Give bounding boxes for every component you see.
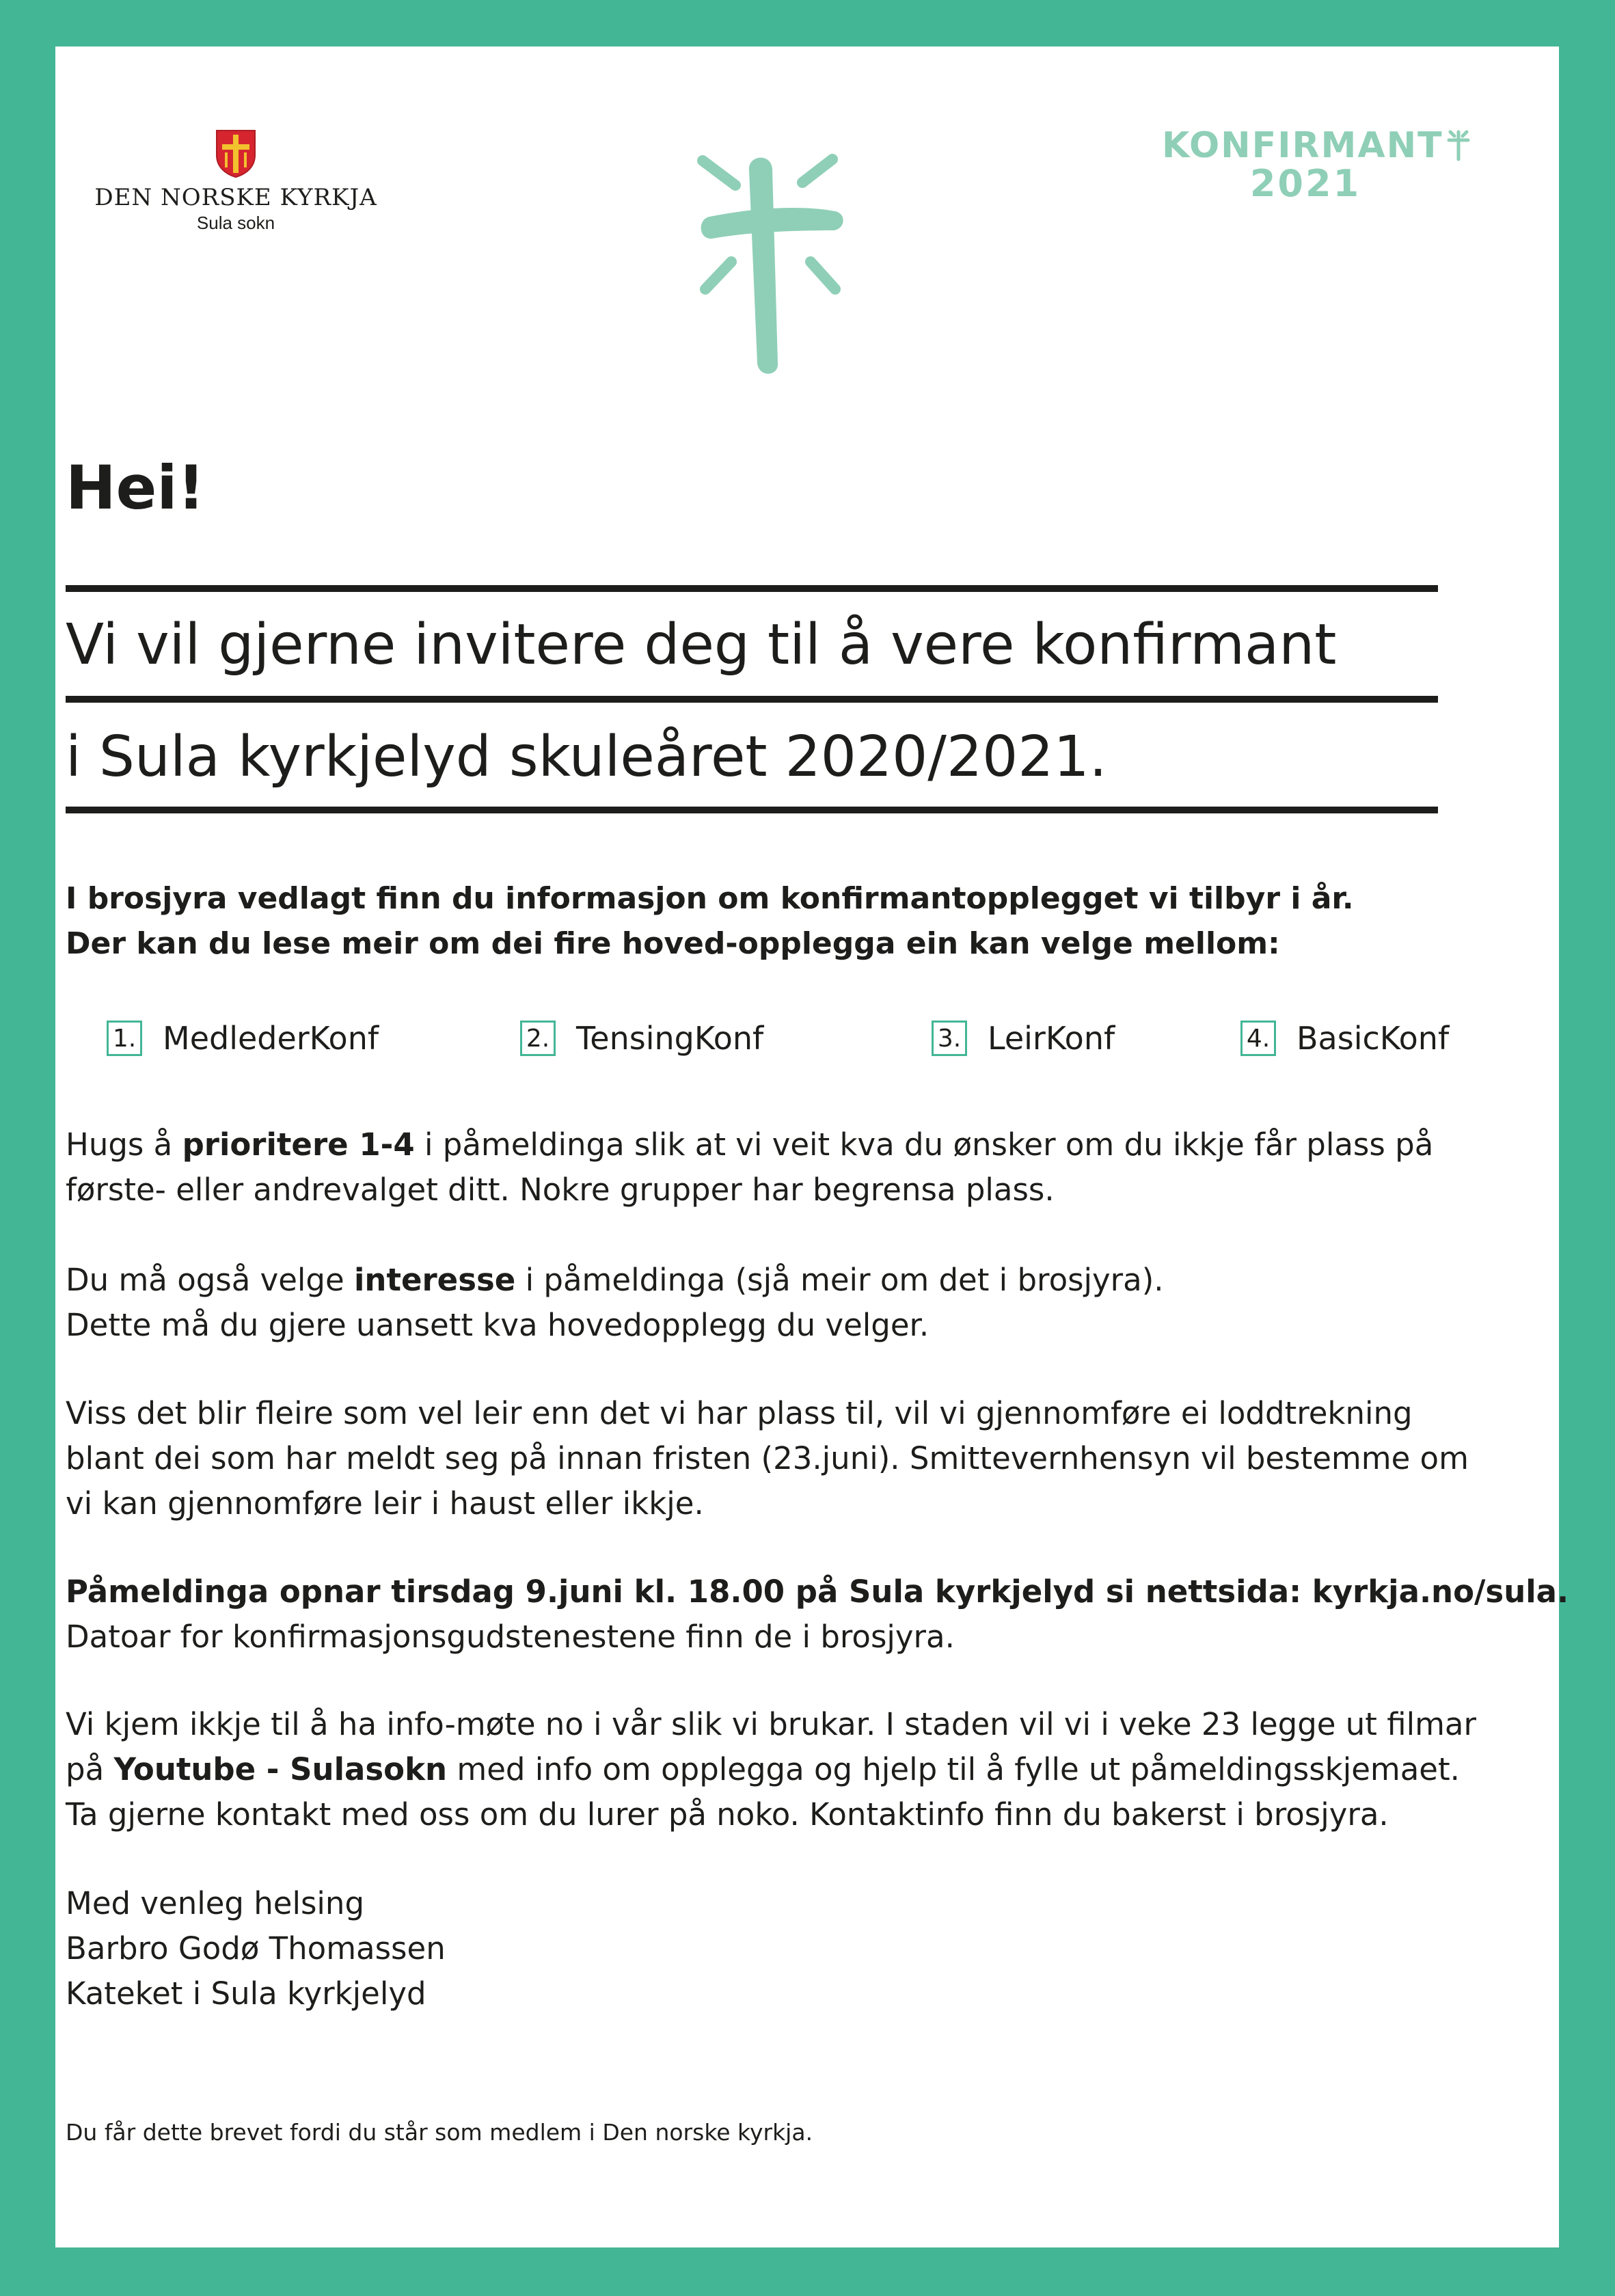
membership-footnote: Du får dette brevet fordi du står som medlem i Den norske kyrkja. [66, 2119, 813, 2146]
heading-rule-1 [66, 585, 1438, 592]
priority-emphasis: prioritere 1-4 [182, 1126, 415, 1163]
interest-emphasis: interesse [354, 1262, 516, 1298]
heading-rule-2 [66, 696, 1438, 703]
konfirmant-title [1162, 125, 1472, 166]
star-cross-icon [1445, 129, 1472, 162]
camp-line-1: Viss det blir fleire som vel leir enn det vi har plass til, vil vi gjennomføre ei loddtrekning [66, 1395, 1413, 1431]
text-span: med info om opplegga og hjelp til å fylle ut påmeldingsskjemaet. [447, 1751, 1460, 1787]
option-number-2: 2. [520, 1021, 556, 1056]
registration-paragraph [66, 1569, 1569, 1660]
option-number-4: 4. [1240, 1021, 1276, 1056]
heading-rule-3 [66, 807, 1438, 813]
option-label-4: BasicKonf [1297, 1020, 1450, 1057]
church-shield-icon [215, 129, 256, 178]
text-span: i påmeldinga (sjå meir om det i brosjyra). [515, 1262, 1164, 1298]
konfirmant-title-text: KONFIRMANT [1162, 125, 1443, 166]
church-logo [79, 129, 393, 234]
option-item-4 [1240, 1020, 1449, 1057]
info-paragraph [66, 1702, 1476, 1837]
signature-closing: Med venleg helsing [66, 1885, 365, 1921]
priority-line-1 [66, 1122, 1433, 1167]
youtube-emphasis: Youtube - Sulasokn [113, 1751, 448, 1787]
org-name: DEN NORSKE KYRKJA [94, 184, 377, 211]
registration-emphasis: Påmeldinga opnar tirsdag 9.juni kl. 18.00 på Sula kyrkjelyd si nettsida: kyrkja.no/sula. [66, 1574, 1569, 1610]
registration-line-2: Datoar for konfirmasjonsgudstenestene finn de i brosjyra. [66, 1619, 955, 1655]
signature-title: Kateket i Sula kyrkjelyd [66, 1975, 426, 2012]
info-line-1: Vi kjem ikkje til å ha info-møte no i vår slik vi brukar. I staden vil vi i veke 23 legge ut filmar [66, 1706, 1477, 1742]
text-span: på [66, 1751, 114, 1787]
option-number-1: 1. [107, 1021, 142, 1056]
option-label-3: LeirKonf [988, 1020, 1115, 1057]
option-number-3: 3. [932, 1021, 967, 1056]
signature-name: Barbro Godø Thomassen [66, 1930, 446, 1967]
priority-line-2: første- eller andrevalget ditt. Nokre grupper har begrensa plass. [66, 1172, 1055, 1208]
greeting-heading: Hei! [66, 453, 205, 523]
konfirmant-2021-logo [1162, 125, 1449, 205]
intro-line-2: Der kan du lese meir om dei fire hoved-opplegga ein kan velge mellom: [66, 926, 1280, 961]
interest-line-1 [66, 1258, 1164, 1303]
headline-line-2: i Sula kyrkjelyd skuleåret 2020/2021. [66, 725, 1107, 789]
option-item-3 [932, 1020, 1115, 1057]
org-subtitle: Sula sokn [196, 213, 275, 233]
text-span: i påmeldinga slik at vi veit kva du ønsker om du ikkje får plass på [414, 1126, 1434, 1163]
option-label-1: MedlederKonf [163, 1020, 379, 1057]
text-span: Hugs å [66, 1126, 182, 1163]
option-item-1 [107, 1020, 379, 1057]
camp-line-2: blant dei som har meldt seg på innan fristen (23.juni). Smittevernhensyn vil bestemme om [66, 1440, 1469, 1476]
camp-line-3: vi kan gjennomføre leir i haust eller ikkje. [66, 1485, 704, 1522]
priority-paragraph [66, 1122, 1433, 1213]
option-label-2: TensingKonf [576, 1020, 764, 1057]
info-line-2 [66, 1747, 1476, 1792]
interest-paragraph [66, 1258, 1164, 1348]
headline-line-1: Vi vil gjerne invitere deg til å vere konfirmant [66, 612, 1337, 677]
interest-line-2: Dette må du gjere uansett kva hovedopplegg du velger. [66, 1307, 929, 1343]
signature-block [66, 1881, 446, 2016]
text-span: Du må også velge [66, 1262, 354, 1298]
registration-line-1 [66, 1569, 1569, 1615]
cross-icon [668, 128, 873, 388]
camp-paragraph [66, 1391, 1469, 1526]
radiant-cross-logo [668, 128, 873, 390]
option-item-2 [520, 1020, 763, 1057]
konfirmant-year: 2021 [1249, 162, 1361, 205]
intro-paragraph [66, 876, 1354, 967]
intro-line-1: I brosjyra vedlagt finn du informasjon om konfirmantopplegget vi tilbyr i år. [66, 881, 1354, 916]
info-line-3: Ta gjerne kontakt med oss om du lurer på noko. Kontaktinfo finn du bakerst i brosjyra. [66, 1796, 1389, 1833]
